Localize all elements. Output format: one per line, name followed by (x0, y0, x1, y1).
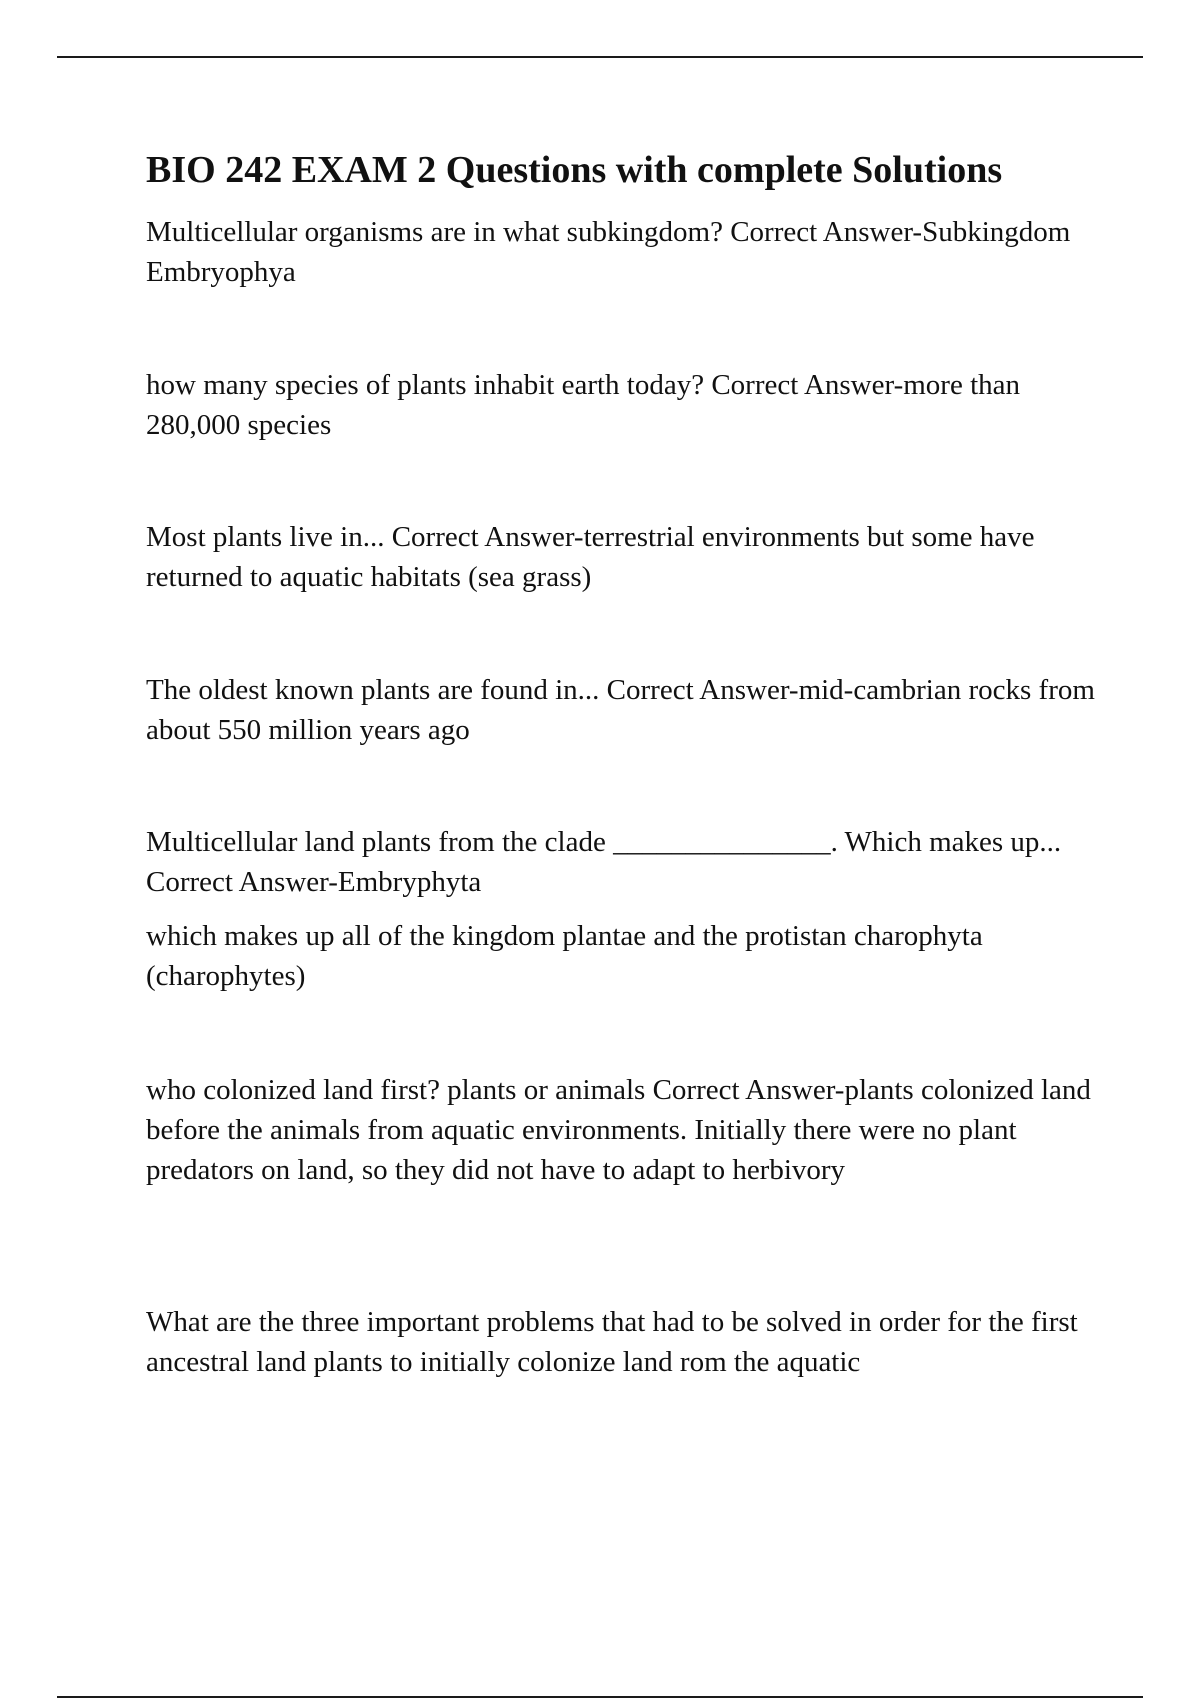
qa-entry-3: Most plants live in... Correct Answer-terrestrial environments but some have returned to aquatic habitats (sea grass) (146, 521, 1035, 593)
qa-entry-1: Multicellular organisms are in what subkingdom? Correct Answer-Subkingdom Embryophya (146, 216, 1071, 288)
qa-entry-5-continued: which makes up all of the kingdom plantae and the protistan charophyta (charophytes) (146, 920, 983, 992)
qa-entry-4: The oldest known plants are found in... Correct Answer-mid-cambrian rocks from about 550 million years ago (146, 674, 1095, 746)
qa-entry-2: how many species of plants inhabit earth today? Correct Answer-more than 280,000 species (146, 369, 1020, 441)
qa-entry-6: who colonized land first? plants or animals Correct Answer-plants colonized land before the animals from aquatic environments. Initially there were no plant predators on land, so they did not have to adapt to herbivory (146, 1074, 1091, 1186)
qa-entry-7: What are the three important problems that had to be solved in order for the first ancestral land plants to initially colonize land rom the aquatic (146, 1306, 1078, 1378)
document-title: BIO 242 EXAM 2 Questions with complete Solutions (146, 149, 1003, 191)
footer-rule (57, 1696, 1143, 1698)
qa-entry-5: Multicellular land plants from the clade _______________. Which makes up... Correct Answer-Embryphyta (146, 826, 1062, 898)
header-rule (57, 56, 1143, 58)
document-page (146, 140, 1096, 1378)
